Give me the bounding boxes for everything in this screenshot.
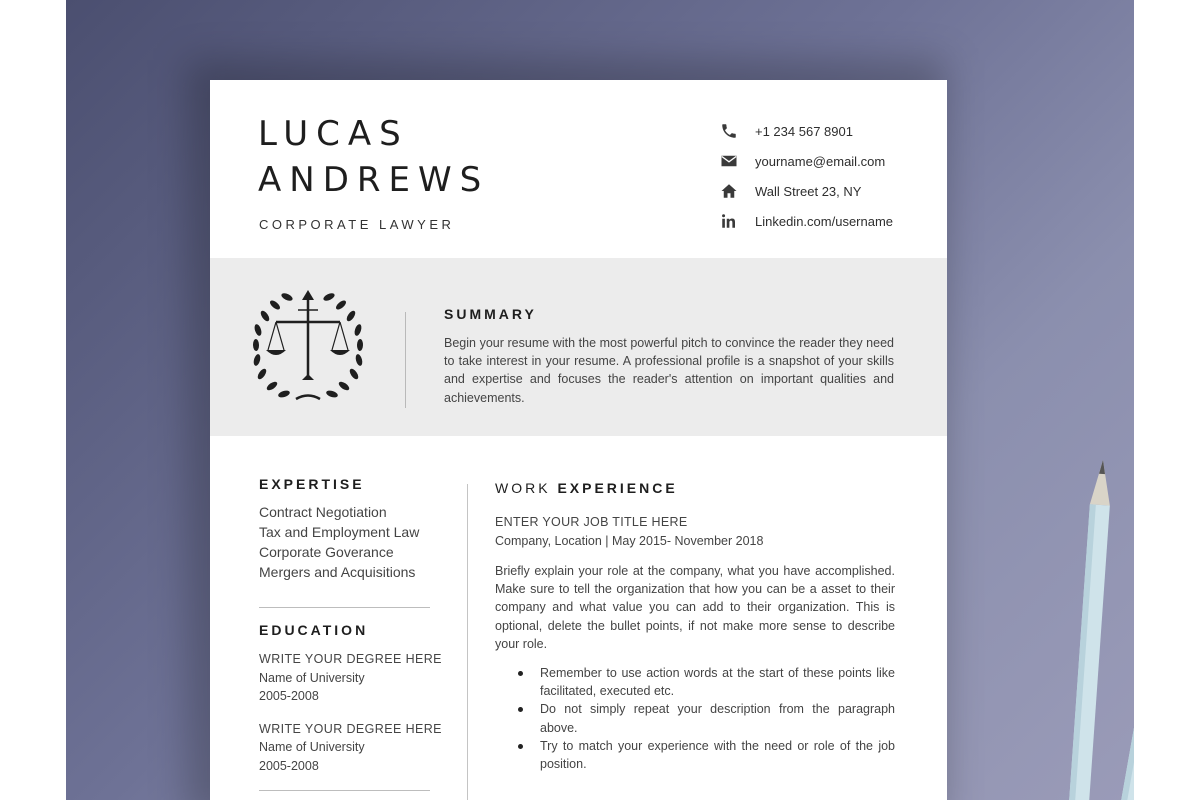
work-heading-bold: EXPERIENCE [557,480,678,496]
expertise-item: Contract Negotiation [259,504,387,520]
expertise-item: Mergers and Acquisitions [259,564,416,580]
pencil-icon [1063,459,1118,800]
contact-phone [718,116,933,146]
name-last: ANDREWS [258,160,490,200]
name-first: LUCAS [258,114,409,154]
summary-text: Begin your resume with the most powerful pitch to convince the reader they need to take interest in your resume. A professional profile is a snapshot of your skills and expertise and focuses the reader's attention on important qualities and achievements. [444,336,894,405]
contact-phone-text: +1 234 567 8901 [755,123,853,139]
summary-divider [405,312,406,408]
mail-icon [718,150,740,172]
contact-email [718,146,933,176]
job-title-subtitle: CORPORATE LAWYER [259,217,455,232]
expertise-item: Tax and Employment Law [259,524,420,540]
contact-linkedin-text: Linkedin.com/username [755,213,894,229]
education-degree: WRITE YOUR DEGREE HERE [259,652,442,666]
work-experience-heading [495,480,895,496]
summary-heading: SUMMARY [444,306,537,322]
education-entry [259,650,449,706]
summary-band [210,258,947,436]
expertise-list [259,502,449,582]
education-school: Name of University [259,670,365,685]
contact-address [718,176,933,206]
scales-of-justice-laurel-icon [248,288,368,404]
job-bullet-list [495,664,895,773]
section-divider [259,607,430,608]
job-bullet: Remember to use action words at the start of these points like facilitated, executed etc. [540,664,895,700]
education-years: 2005-2008 [259,758,319,773]
home-icon [718,180,740,202]
job-position-title: ENTER YOUR JOB TITLE HERE [495,515,688,529]
left-column [259,476,449,791]
job-description: Briefly explain your role at the company, what you have accomplished. Make sure to tell the organization that how you can be a asset to their company and what value you can add to their organization. This is optional, delete the bullet points, if not make more sense to describe your role. [495,564,895,651]
education-school: Name of University [259,740,365,754]
phone-icon [718,120,740,142]
contact-address-text: Wall Street 23, NY [755,183,862,199]
contact-list [718,116,933,236]
right-column [495,480,895,773]
expertise-heading: EXPERTISE [259,476,365,492]
education-years: 2005-2008 [259,689,319,703]
job-bullet: Try to match your experience with the need or role of the job position. [540,737,895,773]
section-divider [259,790,430,791]
education-degree: WRITE YOUR DEGREE HERE [259,721,442,736]
job-bullet: Do not simply repeat your description from the paragraph above. [540,700,895,736]
work-heading-light: WORK [495,480,551,496]
expertise-item: Corporate Goverance [259,544,394,560]
job-company-dates: Company, Location | May 2015- November 2018 [495,534,764,548]
education-entry [259,720,449,776]
column-divider [467,484,468,800]
contact-email-text: yourname@email.com [755,153,886,169]
linkedin-icon [718,210,740,232]
education-heading: EDUCATION [259,622,369,638]
contact-linkedin [718,206,933,236]
resume-page [210,80,947,800]
